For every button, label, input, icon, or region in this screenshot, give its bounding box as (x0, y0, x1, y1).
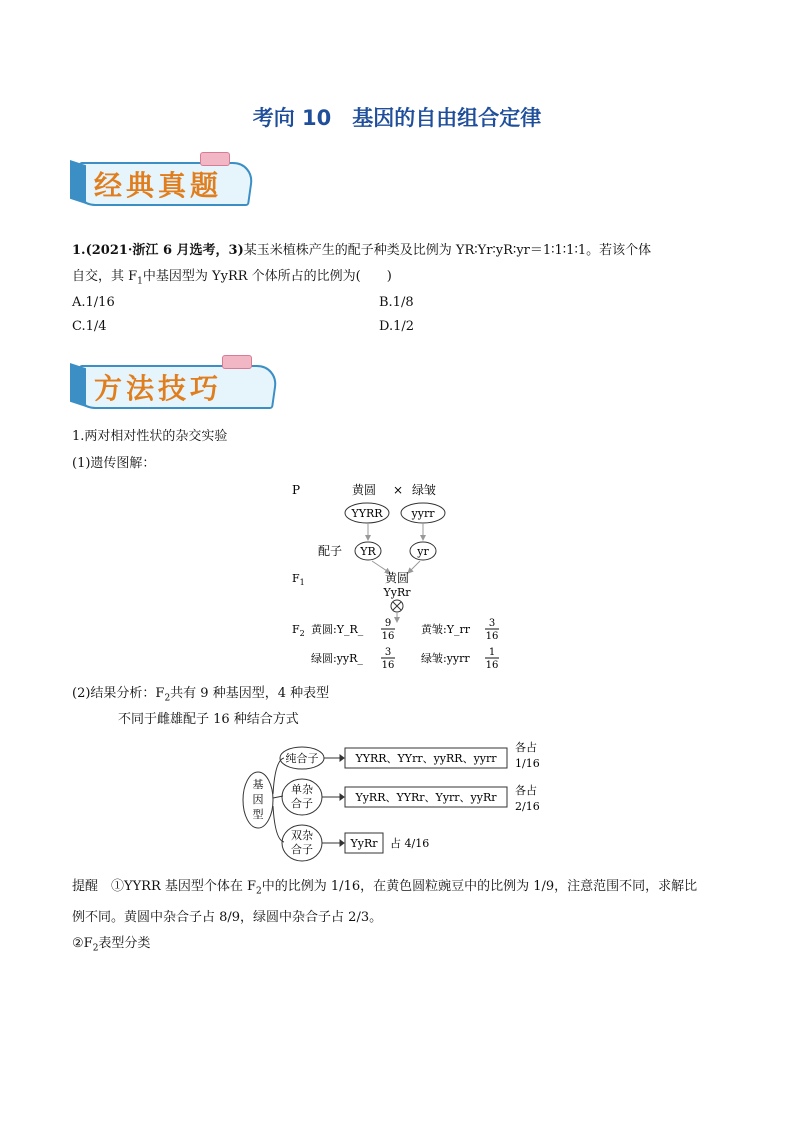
subscript: 2 (256, 886, 262, 897)
fraction-numerator: 1 (488, 647, 496, 658)
result-text-a: (2)结果分析：F (72, 686, 165, 701)
f2-green-round: 绿圆:yyR_ (311, 652, 363, 665)
genetic-cross-diagram (280, 476, 530, 676)
f2-yellow-wrinkled: 黄皱:Y_rr (421, 623, 470, 636)
question-text-1: 某玉米植株产生的配子种类及比例为 YR∶Yr∶yR∶yr＝1∶1∶1∶1。若该个体 (243, 243, 652, 258)
tip-label: 提醒 (72, 879, 99, 894)
double-heterozygote-label: 合子 (291, 843, 313, 856)
question-line-1 (72, 238, 722, 264)
single-heterozygote-label: 单杂 (291, 783, 313, 796)
gamete-label: 配子 (318, 544, 343, 558)
fraction-numerator: 3 (488, 618, 496, 629)
single-heterozygote-genotypes: YyRR、YYRr、Yyrr、yyRr (355, 791, 497, 804)
subscript: 1 (137, 276, 143, 287)
f2-green-wrinkled: 绿皱:yyrr (421, 652, 470, 665)
root-char: 因 (252, 793, 264, 806)
f1-genotype: YyRr (383, 586, 411, 599)
fraction-denominator: 16 (485, 631, 499, 642)
banner-tab (70, 363, 86, 407)
f1-phenotype: 黄圆 (384, 571, 410, 585)
banner-text: 方法技巧 (94, 372, 223, 405)
tip-text: ①YYRR 基因型个体在 F (98, 879, 257, 894)
f2-label: $F_2$ (292, 623, 305, 638)
option-a: A.1/16 (72, 295, 115, 310)
parent2-genotype: yyrr (411, 507, 435, 520)
gamete1: YR (360, 545, 376, 558)
f1-label: $F_1$ (292, 572, 305, 587)
section-banner-classic (70, 152, 256, 210)
homozygote-ratio: 1/16 (515, 757, 540, 770)
question-block (72, 238, 722, 295)
homozygote-ratio: 各占 (515, 741, 537, 754)
p-label: P (292, 483, 301, 497)
option-b: B.1/8 (379, 295, 414, 310)
tip-line-2: 例不同。黄圆中杂合子占 8/9，绿圆中杂合子占 2/3。 (72, 909, 383, 925)
option-d: D.1/2 (379, 319, 415, 334)
root-char: 型 (252, 808, 264, 821)
single-heterozygote-label: 合子 (291, 797, 313, 810)
double-heterozygote-ratio: 占 4/16 (390, 837, 430, 850)
single-heterozygote-ratio: 各占 (515, 784, 537, 797)
banner-tab (70, 160, 86, 204)
paper-clip-icon (222, 355, 252, 369)
homozygote-genotypes: YYRR、YYrr、yyRR、yyrr (355, 752, 497, 765)
question-text-2b: 中基因型为 YyRR 个体所占的比例为( ) (142, 269, 392, 284)
fraction-denominator: 16 (381, 631, 395, 642)
double-heterozygote-genotype: YyRr (350, 837, 378, 850)
parent2-phenotype: 绿皱 (412, 483, 437, 497)
banner-text: 经典真题 (94, 169, 223, 202)
combination-note: 不同于雌雄配子 16 种结合方式 (118, 712, 299, 727)
result-text-b: 共有 9 种基因型，4 种表型 (170, 686, 330, 701)
tip-block (72, 874, 732, 961)
fraction-denominator: 16 (485, 660, 499, 671)
gamete2: yr (417, 545, 429, 558)
subscript: 2 (164, 693, 171, 704)
parent1-phenotype: 黄圆 (352, 483, 377, 497)
genotype-classification-diagram (240, 736, 560, 866)
fraction-denominator: 16 (381, 660, 395, 671)
question-source: 1.(2021·浙江 6 月选考，3) (72, 243, 244, 258)
tip-line-3 (72, 931, 732, 962)
fraction-numerator: 9 (384, 618, 392, 629)
parent1-genotype: YYRR (351, 507, 383, 520)
section-banner-method (70, 355, 280, 413)
double-heterozygote-label: 双杂 (291, 829, 313, 842)
root-char: 基 (252, 778, 264, 791)
tip-line-1 (72, 874, 732, 905)
tip-text: 中的比例为 1/16，在黄色圆粒豌豆中的比例为 1/9，注意范围不同，求解比 (261, 879, 698, 894)
page-title: 考向 10 基因的自由组合定律 (252, 106, 542, 130)
f2-yellow-round: 黄圆:Y_R_ (311, 623, 364, 636)
fraction-numerator: 3 (384, 647, 392, 658)
question-text-2a: 自交，其 F (72, 269, 138, 284)
tip-text: 表型分类 (98, 935, 151, 951)
option-c: C.1/4 (72, 319, 107, 334)
selfing-symbol-icon (391, 600, 403, 612)
tip-text: ②F (72, 935, 93, 951)
cross-symbol: × (393, 483, 404, 497)
single-heterozygote-ratio: 2/16 (515, 800, 540, 813)
section-heading: 1.两对相对性状的杂交实验 (72, 429, 228, 444)
homozygote-label: 纯合子 (285, 752, 319, 765)
subscript: 2 (92, 943, 99, 954)
sub-heading: (1)遗传图解： (72, 456, 156, 471)
